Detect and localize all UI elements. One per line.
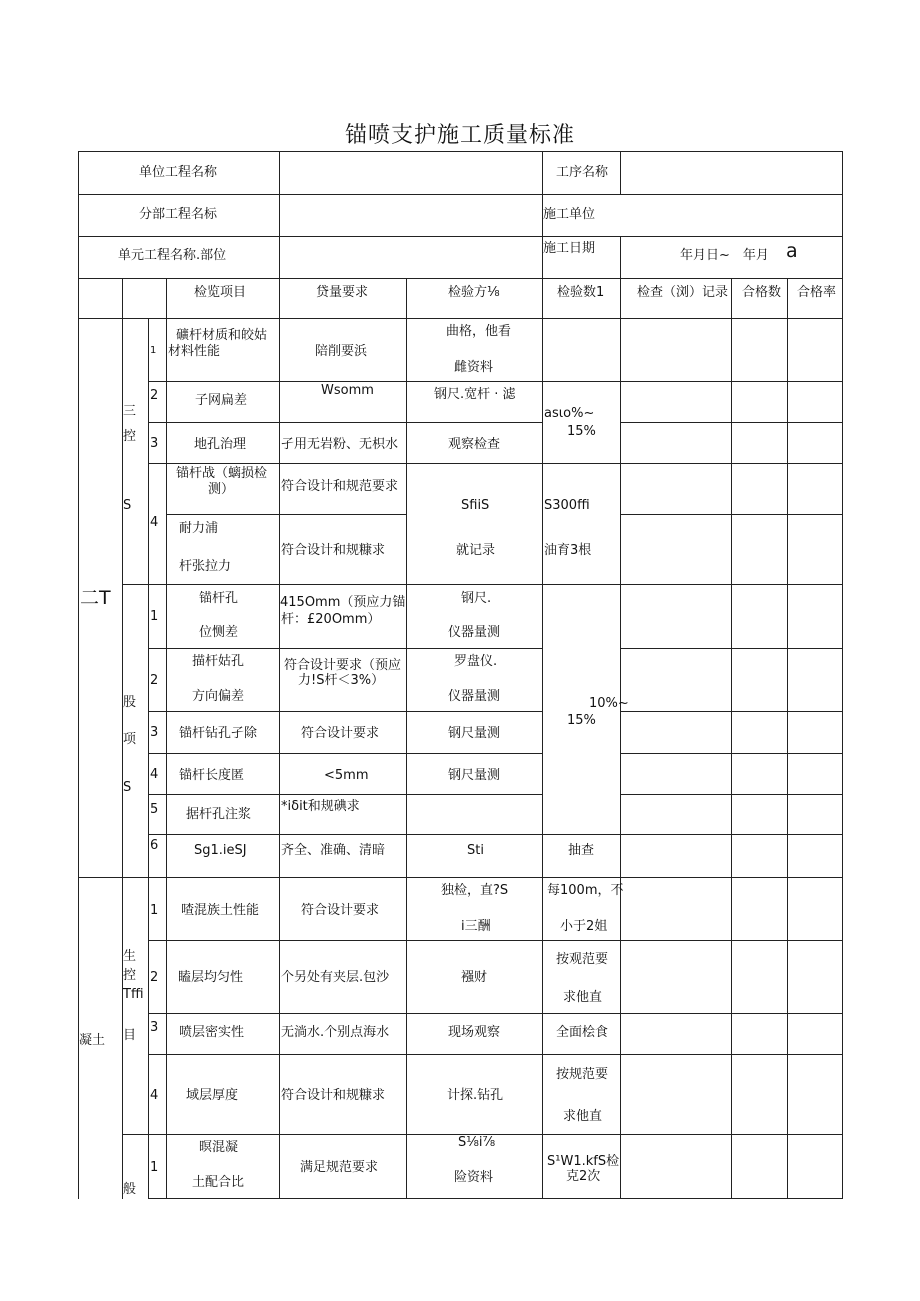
row-number: 5 <box>150 802 159 817</box>
main-group-char: 控 <box>123 429 137 444</box>
row-number: 1 <box>150 609 159 624</box>
main-group-char: S <box>123 498 132 513</box>
count-text: 求他直 <box>563 1109 603 1124</box>
unit-project-label: 单位工程名称 <box>139 165 218 180</box>
item-text: 喳混族土性能 <box>181 903 260 918</box>
requirement-text: 符合设计和规糠求 <box>281 543 386 558</box>
general-group-char: 般 <box>123 1182 137 1197</box>
process-name-label: 工序名称 <box>556 165 609 180</box>
requirement-text: Wsomm <box>321 383 374 398</box>
rule <box>148 422 542 423</box>
count-text: 按规范要 <box>556 1067 609 1082</box>
method-text: Sti <box>467 843 484 858</box>
method-text: SfiiS <box>461 498 490 513</box>
item-text: 据杆孔注浆 <box>186 807 252 822</box>
item-text: Sg1.ieSJ <box>194 843 247 858</box>
method-text: 襁财 <box>461 970 488 985</box>
requirement-text: 杆：£20Omm） <box>281 612 381 627</box>
requirement-text: 符合设计要求（预应 <box>284 658 402 673</box>
count-text: S¹W1.kfS检 <box>547 1154 620 1169</box>
count-text: asιo%~ <box>544 406 595 421</box>
item-text: 材料性能 <box>168 344 221 359</box>
rule <box>279 151 280 278</box>
element-project-value[interactable] <box>282 238 540 277</box>
item-text: 锚杆长度匿 <box>179 768 245 783</box>
item-text: 方向偏差 <box>192 689 245 704</box>
rule <box>122 584 842 585</box>
rule <box>148 711 542 712</box>
method-text: 计探.钻孔 <box>447 1088 504 1103</box>
col-header-method: 检验方⅛ <box>448 285 500 300</box>
date-suffix: a <box>786 240 798 262</box>
requirement-text: 符合设计要求 <box>301 903 380 918</box>
construction-date-label: 施工日期 <box>543 241 596 256</box>
method-text: S⅛i⅞ <box>458 1135 496 1150</box>
count-text: 按观范要 <box>556 952 609 967</box>
method-text: i三酬 <box>461 919 491 934</box>
unit-project-value[interactable] <box>282 153 540 193</box>
method-text: 现场观察 <box>448 1025 501 1040</box>
rule <box>148 318 149 1199</box>
count-text: 克2次 <box>566 1169 601 1184</box>
requirement-text: 符合设计要求 <box>301 726 380 741</box>
main-group-char: 控 <box>123 968 137 983</box>
construction-unit-value[interactable] <box>623 196 840 235</box>
item-text: 瞌层均匀性 <box>178 970 244 985</box>
item-text: 域层厚度 <box>186 1088 239 1103</box>
count-text: 小于2姐 <box>560 919 608 934</box>
requirement-text: 陪削要浜 <box>315 344 368 359</box>
col-header-count: 检验数1 <box>557 285 605 300</box>
rule <box>620 236 621 278</box>
row-number: 6 <box>150 838 159 853</box>
item-text: 礦杆材质和皎姑 <box>176 328 268 343</box>
rule <box>78 318 842 319</box>
main-group-char: Tffi <box>123 987 144 1002</box>
item-text: 锚杆钻孔孑除 <box>179 726 258 741</box>
requirement-text: 415Omm（预应力锚 <box>280 595 406 610</box>
item-text: 地孔治理 <box>194 437 247 452</box>
requirement-text: 无淌水.个别点海水 <box>281 1025 390 1040</box>
item-text: 测） <box>208 482 235 497</box>
col-header-requirement: 贷量要求 <box>316 285 369 300</box>
count-text: 全面桧食 <box>556 1025 609 1040</box>
requirement-text: <5mm <box>324 768 369 783</box>
sub-project-label: 分部工程名标 <box>139 207 218 222</box>
rule <box>166 514 406 515</box>
rule <box>78 877 842 878</box>
method-text: 钢尺量测 <box>448 768 501 783</box>
rule <box>148 1054 842 1055</box>
row-number: 2 <box>150 388 159 403</box>
row-number: 4 <box>150 1088 159 1103</box>
main-group-char: 生 <box>123 949 137 964</box>
method-text: 观察检查 <box>448 437 501 452</box>
requirement-text: *iδit和规碘求 <box>281 799 360 814</box>
row-number: 2 <box>150 970 159 985</box>
method-text: 就记录 <box>456 543 496 558</box>
count-text: 15% <box>567 424 596 439</box>
row-number: 1 <box>150 903 159 918</box>
method-text: 仪器量测 <box>448 689 501 704</box>
count-text: 15% <box>567 713 596 728</box>
rule <box>620 151 621 194</box>
rule <box>620 278 621 1199</box>
requirement-text: 孑用无岩粉、无枳水 <box>281 437 399 452</box>
requirement-text: 满足规范要求 <box>300 1160 379 1175</box>
requirement-text: 力!S杆＜3%） <box>298 673 385 688</box>
item-text: 暝混凝 <box>199 1140 239 1155</box>
method-text: 曲格，他看 <box>446 324 512 339</box>
construction-unit-label: 施工单位 <box>543 207 596 222</box>
construction-date-value[interactable]: 年月日~ 年月 <box>680 248 769 263</box>
row-number: 3 <box>150 436 159 451</box>
rule <box>148 834 842 835</box>
rule <box>406 278 407 1199</box>
requirement-text: 符合设计和规范要求 <box>281 479 399 494</box>
col-header-pass-count: 合格数 <box>742 285 782 300</box>
general-group-char: 股 <box>123 695 137 710</box>
item-text: 位恻差 <box>199 625 239 640</box>
row-number: 2 <box>150 673 159 688</box>
rule <box>731 278 732 1199</box>
general-group-char: 项 <box>123 732 137 747</box>
rule <box>148 1198 842 1199</box>
rule <box>148 794 542 795</box>
rule <box>78 194 842 195</box>
item-text: 耐力浦 <box>179 521 219 536</box>
row-number: 1 <box>150 1160 159 1175</box>
general-group-char: S <box>123 780 132 795</box>
item-text: 土配合比 <box>192 1175 245 1190</box>
col-header-record: 检查（浏）记录 <box>637 285 729 300</box>
rule <box>166 278 167 1199</box>
count-text: 抽查 <box>568 843 595 858</box>
rule <box>148 753 542 754</box>
requirement-text: 符合设计和规糠求 <box>281 1088 386 1103</box>
rule <box>78 236 842 237</box>
row-number: 3 <box>150 725 159 740</box>
row-number: 3 <box>150 1020 159 1035</box>
rule <box>842 151 843 1199</box>
rule <box>279 278 280 1199</box>
rule <box>78 278 842 279</box>
item-text: 杆张拉力 <box>179 559 232 574</box>
rule <box>148 381 842 382</box>
method-text: 钢尺.宽杆 · 滤 <box>434 387 516 402</box>
section2-label: 凝土 <box>79 1033 106 1048</box>
method-text: 仪器量测 <box>448 625 501 640</box>
rule <box>542 278 543 1199</box>
item-text: 描杆姑孔 <box>192 654 245 669</box>
element-project-label: 单元工程名称.部位 <box>118 248 227 263</box>
item-text: 锚杆孔 <box>199 591 239 606</box>
count-text: 每100m，不 <box>547 883 624 898</box>
row-number: 4 <box>150 515 159 530</box>
method-text: 独检，直?S <box>441 883 509 898</box>
main-group-char: 目 <box>123 1028 137 1043</box>
method-text: 罗盘仪. <box>454 654 498 669</box>
requirement-text: 齐全、准确、清暗 <box>281 843 386 858</box>
section1-label: 二T <box>80 587 111 609</box>
item-text: 锚杆战（螭损检 <box>176 466 268 481</box>
item-text: 子网扁差 <box>195 393 248 408</box>
col-header-pass-rate: 合格率 <box>797 285 837 300</box>
sub-project-value[interactable] <box>282 196 540 235</box>
count-text: 求他直 <box>563 990 603 1005</box>
method-text: 雌资料 <box>454 360 494 375</box>
row-number: 4 <box>150 767 159 782</box>
rule <box>787 278 788 1199</box>
rule <box>148 648 542 649</box>
count-text: S300ffi <box>544 498 590 513</box>
method-text: 钢尺. <box>461 591 492 606</box>
rule <box>78 151 842 152</box>
rule <box>148 940 842 941</box>
requirement-text: 个另处有夹层.包沙 <box>281 970 390 985</box>
row-number: 1 <box>150 345 157 356</box>
count-text: 油育3根 <box>544 543 592 558</box>
col-header-item: 检览项目 <box>194 285 247 300</box>
process-name-value[interactable] <box>623 153 840 193</box>
count-text: 10%~ <box>589 696 629 711</box>
method-text: 险资料 <box>454 1170 494 1185</box>
rule <box>148 463 842 464</box>
rule <box>148 1013 842 1014</box>
item-text: 喷层密实性 <box>179 1025 245 1040</box>
page-title: 锚喷支护施工质量标准 <box>344 123 575 148</box>
main-group-char: 三 <box>123 404 137 419</box>
method-text: 钢尺量测 <box>448 726 501 741</box>
